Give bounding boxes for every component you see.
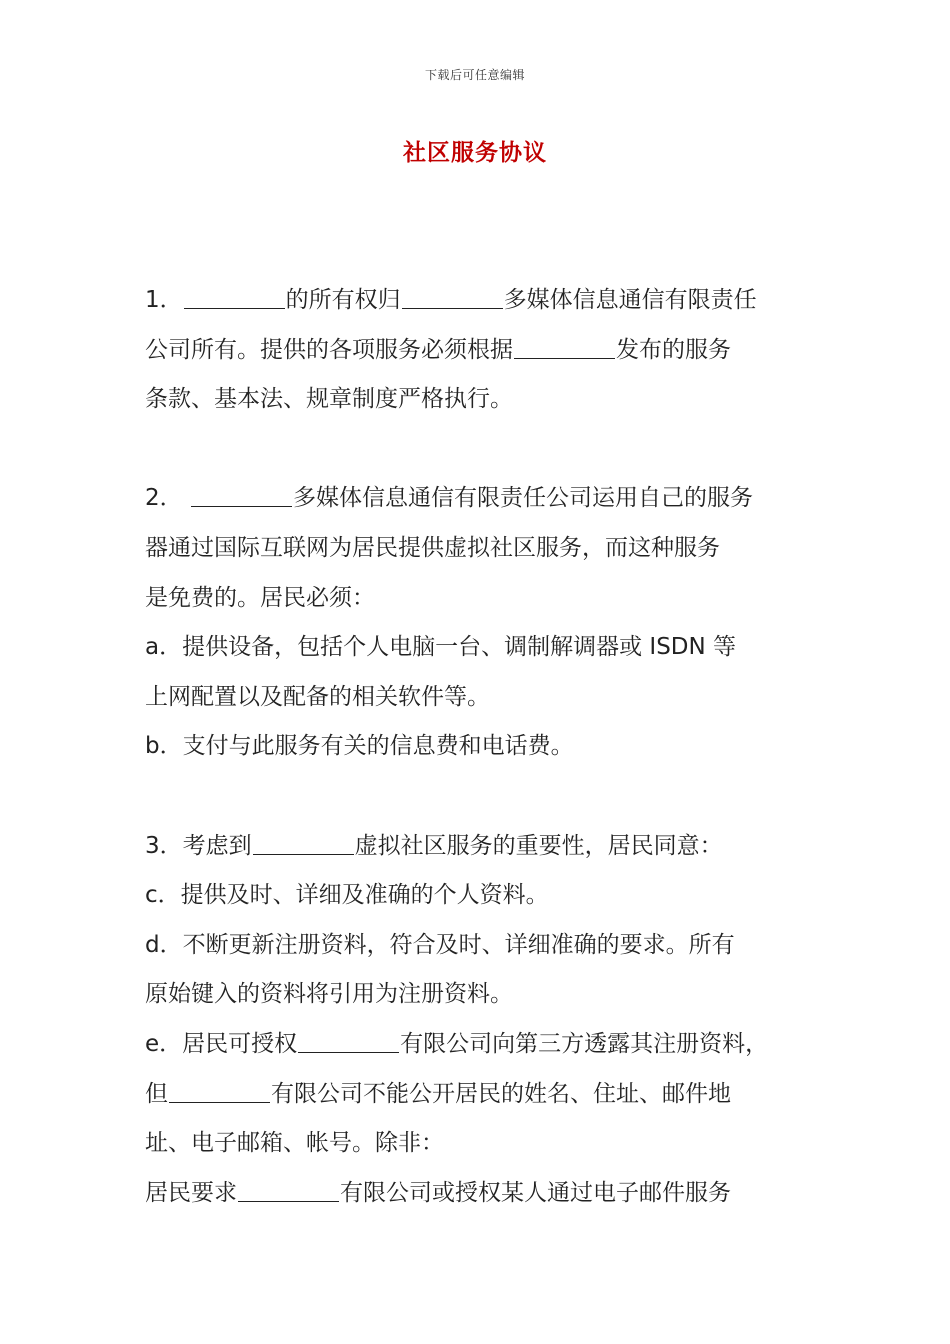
text-segment: 上网配置以及配备的相关软件等。 [145, 683, 490, 710]
text-line [145, 1119, 815, 1169]
blank-field [402, 283, 503, 309]
text-line [145, 375, 815, 425]
text-segment: 居民要求 [145, 1179, 237, 1206]
text-segment: 有限公司或授权某人通过电子邮件服务 [340, 1179, 731, 1206]
text-segment: 多媒体信息通信有限责任公司运用自己的服务 [292, 485, 753, 512]
text-line [145, 673, 815, 723]
text-line [145, 474, 815, 524]
text-line [145, 1020, 815, 1070]
text-segment: 有限公司不能公开居民的姓名、住址、邮件地 [271, 1080, 731, 1107]
text-segment: a．提供设备，包括个人电脑一台、调制解调器或 ISDN 等 [145, 634, 737, 661]
text-segment: b．支付与此服务有关的信息费和电话费。 [145, 733, 574, 760]
text-line [145, 822, 815, 872]
text-segment: e．居民可授权 [145, 1030, 298, 1057]
text-line [145, 574, 815, 624]
text-segment: 1． [145, 287, 183, 313]
blank-field [514, 333, 615, 359]
blank-field [184, 283, 285, 309]
text-segment: 发布的服务 [616, 336, 731, 363]
document-title: 社区服务协议 [403, 139, 547, 166]
text-line [145, 1070, 815, 1120]
text-line [145, 1169, 815, 1219]
text-segment: 原始键入的资料将引用为注册资料。 [145, 981, 513, 1008]
text-line [145, 921, 815, 971]
document-body [145, 276, 815, 1218]
header-note: 下载后可任意编辑 [424, 68, 525, 82]
blank-field [253, 829, 354, 855]
text-segment: 条款、基本法、规章制度严格执行。 [145, 386, 513, 413]
text-segment: 有限公司向第三方透露其注册资料， [400, 1030, 769, 1057]
text-segment: 的所有权归 [285, 287, 401, 313]
text-line [145, 871, 815, 921]
blank-field [238, 1176, 339, 1202]
text-line [145, 722, 815, 772]
blank-field [298, 1027, 399, 1053]
text-line [145, 623, 815, 673]
text-segment: 多媒体信息通信有限责任 [503, 287, 757, 313]
blank-field [191, 481, 292, 507]
text-segment: 公司所有。提供的各项服务必须根据 [145, 336, 513, 363]
paragraph-gap [145, 772, 815, 822]
text-segment: 址、电子邮箱、帐号。除非： [145, 1130, 444, 1157]
blank-field [169, 1077, 270, 1103]
text-segment: 是免费的。居民必须： [145, 584, 375, 611]
text-line [145, 326, 815, 376]
text-line [145, 524, 815, 574]
text-segment: 虚拟社区服务的重要性，居民同意： [354, 832, 723, 859]
text-segment: 3．考虑到 [145, 832, 252, 859]
text-line [145, 276, 815, 326]
text-segment: 但 [145, 1080, 168, 1107]
text-segment: 器通过国际互联网为居民提供虚拟社区服务，而这种服务 [145, 534, 720, 561]
paragraph-gap [145, 425, 815, 475]
text-segment: 2． [145, 485, 190, 512]
text-line [145, 970, 815, 1020]
text-segment: c．提供及时、详细及准确的个人资料。 [145, 882, 549, 909]
text-segment: d．不断更新注册资料，符合及时、详细准确的要求。所有 [145, 931, 735, 958]
